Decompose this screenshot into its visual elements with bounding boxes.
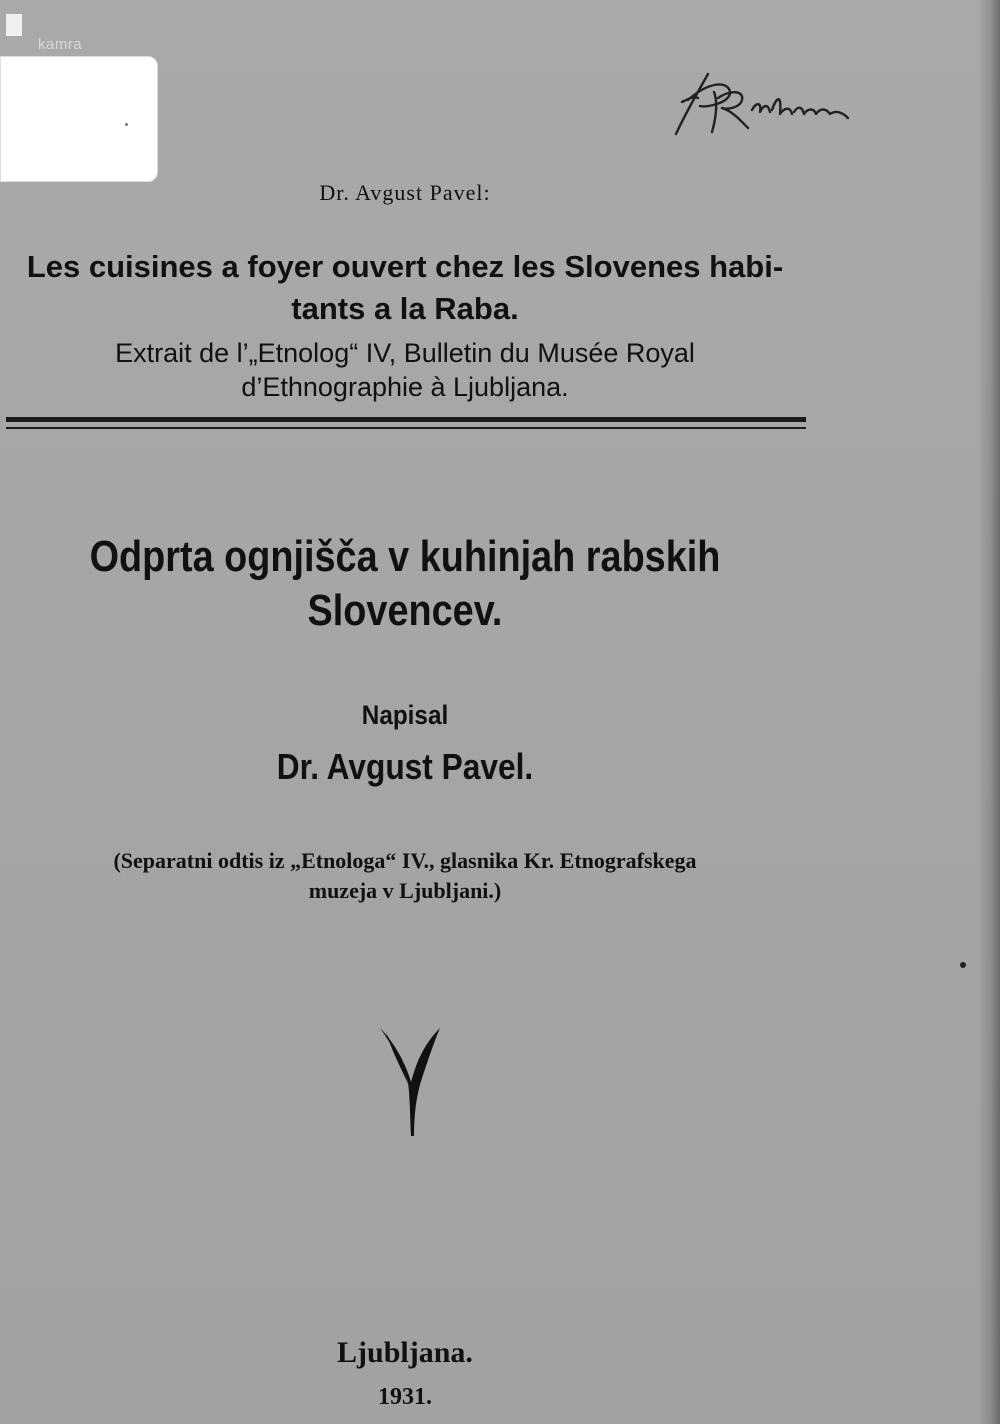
written-by-label: Napisal xyxy=(361,700,449,730)
offprint-note xyxy=(0,846,810,906)
paper-speck xyxy=(960,962,966,968)
handwritten-signature xyxy=(668,62,868,142)
page-edge-shadow xyxy=(978,0,1000,1424)
french-title-line: tants a la Raba. xyxy=(291,291,519,326)
divider-thin xyxy=(6,427,806,429)
divider-thick xyxy=(6,417,806,422)
publication-year: 1931. xyxy=(378,1384,432,1410)
main-title-line: Odprta ognjišča v kuhinjah rabskih xyxy=(89,532,721,581)
main-author: Dr. Avgust Pavel. xyxy=(276,746,534,787)
french-title-line: Les cuisines a foyer ouvert chez les Slovenes habi- xyxy=(26,249,784,284)
extract-line: Extrait de l’„Etnolog“ IV, Bulletin du Musée Royal xyxy=(115,338,695,368)
publication-city: Ljubljana. xyxy=(337,1336,473,1369)
watermark: kamra xyxy=(38,36,83,53)
blank-label-box xyxy=(0,56,158,182)
header-author: Dr. Avgust Pavel: xyxy=(319,180,491,205)
french-title xyxy=(0,246,810,330)
corner-mark xyxy=(6,14,22,36)
label-dot xyxy=(125,123,128,126)
main-title-line: Slovencev. xyxy=(307,586,503,635)
offprint-note-line: muzeja v Ljubljani.) xyxy=(308,878,502,903)
publisher-emblem-icon xyxy=(378,1020,442,1138)
extract-line: d’Ethnographie à Ljubljana. xyxy=(241,372,569,402)
main-title xyxy=(57,530,754,638)
offprint-note-line: (Separatni odtis iz „Etnologa“ IV., glasnika Kr. Etnografskega xyxy=(113,848,697,873)
extract-note xyxy=(0,336,810,404)
